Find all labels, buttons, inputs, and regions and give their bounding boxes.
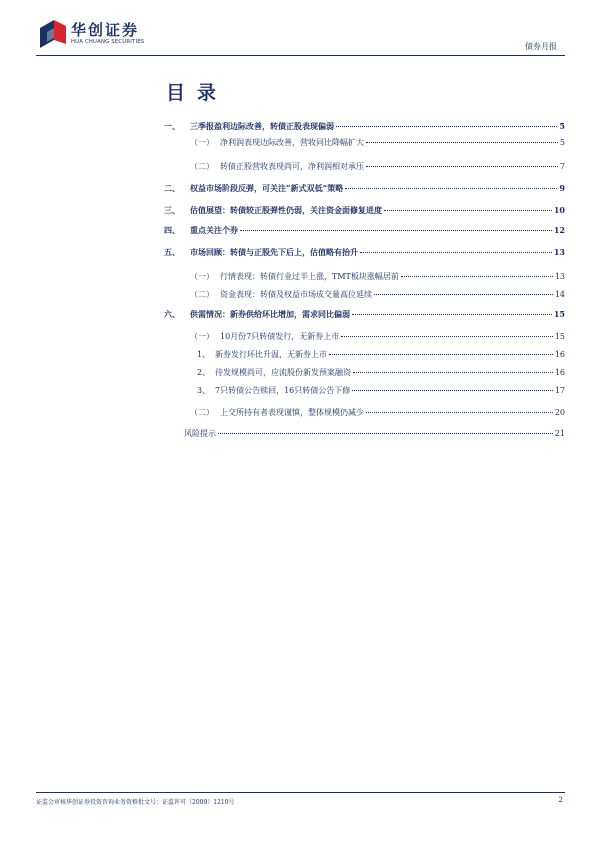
toc-entry-number: （一） bbox=[190, 332, 214, 341]
toc-entry-number: 三、 bbox=[164, 205, 180, 215]
toc-entry-title: 供需情况：新券供给环比增加，需求同比偏弱 bbox=[190, 309, 350, 319]
toc-entry-number: 一、 bbox=[164, 121, 180, 131]
page-number: 2 bbox=[558, 796, 563, 804]
report-type-label: 债券月报 bbox=[525, 42, 557, 51]
toc-entry[interactable] bbox=[197, 349, 565, 363]
toc-entry-page: 14 bbox=[554, 290, 565, 299]
toc-entry-title: 新券发行环比升温，无新券上市 bbox=[215, 350, 327, 359]
toc-entry-title: 权益市场阶段反弹，可关注“新式双低”策略 bbox=[190, 183, 344, 193]
toc-entry-title: 上交所持有者表现谨慎，整体规模仍减少 bbox=[220, 408, 364, 417]
toc-entry-title: 净利润表现边际改善，营收同比降幅扩大 bbox=[220, 138, 364, 147]
toc-dot-leader bbox=[366, 166, 558, 167]
toc-entry-title: 风险提示 bbox=[184, 429, 216, 438]
toc-dot-leader bbox=[336, 126, 557, 127]
toc-entry[interactable] bbox=[197, 367, 565, 381]
footer-license-text: 证监会审核华创证券投资咨询业务资格批文号：证监许可（2009）1210号 bbox=[36, 799, 235, 806]
toc-entry-title: 三季报盈利边际改善，转债正股表现偏弱 bbox=[190, 121, 334, 131]
toc-entry-number: （一） bbox=[190, 272, 214, 281]
toc-entry-title: 7只转债公告赎回，16只转债公告下修 bbox=[215, 386, 351, 395]
toc-entry[interactable] bbox=[190, 331, 565, 345]
logo-mark-icon bbox=[38, 18, 68, 50]
toc-entry-page: 17 bbox=[554, 386, 565, 395]
toc-entry-number: 五、 bbox=[164, 247, 180, 257]
toc-entry-page: 10 bbox=[553, 205, 565, 215]
toc-entry-number: 二、 bbox=[164, 183, 180, 193]
toc-entry-page: 16 bbox=[554, 368, 565, 377]
toc-entry-page: 12 bbox=[553, 225, 565, 235]
toc-entry-number: 六、 bbox=[164, 309, 180, 319]
toc-entry[interactable] bbox=[164, 309, 565, 323]
logo-chinese-name: 华创证券 bbox=[71, 21, 140, 39]
toc-entry-title: 市场回顾：转债与正股先下后上，估值略有抬升 bbox=[190, 247, 358, 257]
toc-dot-leader bbox=[384, 210, 552, 211]
toc-entry-number: （二） bbox=[190, 408, 214, 417]
toc-entry[interactable] bbox=[197, 385, 565, 399]
page-title: 目录 bbox=[166, 82, 229, 104]
toc-entry-page: 15 bbox=[553, 309, 565, 319]
toc-dot-leader bbox=[374, 294, 553, 295]
toc-entry-page: 5 bbox=[559, 138, 565, 147]
toc-dot-leader bbox=[360, 252, 552, 253]
toc-entry-page: 5 bbox=[559, 121, 565, 131]
toc-entry-number: 1、 bbox=[197, 350, 211, 359]
toc-entry-page: 15 bbox=[554, 332, 565, 341]
toc-dot-leader bbox=[345, 188, 557, 189]
toc-entry-number: 四、 bbox=[164, 225, 180, 235]
toc-dot-leader bbox=[329, 354, 553, 355]
toc-entry-number: 2、 bbox=[197, 368, 211, 377]
toc-entry[interactable] bbox=[190, 407, 565, 421]
toc-entry-number: 3、 bbox=[197, 386, 211, 395]
toc-entry-title: 转债正股营收表现尚可，净利润相对承压 bbox=[220, 162, 364, 171]
toc-entry-number: （二） bbox=[190, 162, 214, 171]
page-header bbox=[0, 0, 595, 60]
toc-entry[interactable] bbox=[190, 161, 565, 175]
toc-entry-title: 估值展望：转债较正股弹性仍弱，关注资金面修复进度 bbox=[190, 205, 382, 215]
toc-dot-leader bbox=[366, 412, 553, 413]
toc-entry-number: （一） bbox=[190, 138, 214, 147]
toc-entry[interactable] bbox=[190, 289, 565, 303]
toc-entry-title: 资金表现：转债及权益市场成交量高位延续 bbox=[220, 290, 372, 299]
toc-entry[interactable] bbox=[164, 183, 565, 197]
toc-entry-title: 10月份7只转债发行，无新券上市 bbox=[220, 332, 340, 341]
toc-dot-leader bbox=[353, 372, 553, 373]
toc-entry-page: 21 bbox=[554, 429, 565, 438]
toc-entry-title: 待发规模尚可，应流股份新发预案融资 bbox=[215, 368, 351, 377]
toc-entry-page: 7 bbox=[559, 162, 565, 171]
toc-entry-page: 13 bbox=[554, 272, 565, 281]
toc-entry-number: （二） bbox=[190, 290, 214, 299]
toc-entry[interactable] bbox=[190, 271, 565, 285]
toc-dot-leader bbox=[341, 336, 553, 337]
toc-entry[interactable] bbox=[184, 428, 565, 442]
toc-entry[interactable] bbox=[190, 137, 565, 151]
toc-entry-title: 重点关注个券 bbox=[190, 225, 238, 235]
toc-entry[interactable] bbox=[164, 121, 565, 135]
toc-dot-leader bbox=[366, 142, 558, 143]
toc-entry-page: 16 bbox=[554, 350, 565, 359]
toc-entry-page: 9 bbox=[559, 183, 565, 193]
toc-dot-leader bbox=[240, 230, 552, 231]
toc-entry-page: 13 bbox=[553, 247, 565, 257]
toc-dot-leader bbox=[218, 433, 553, 434]
toc-dot-leader bbox=[401, 276, 553, 277]
company-logo bbox=[38, 18, 178, 50]
footer-divider bbox=[36, 792, 565, 793]
header-divider bbox=[36, 55, 565, 56]
toc-dot-leader bbox=[352, 314, 552, 315]
toc-entry[interactable] bbox=[164, 225, 565, 239]
toc-entry[interactable] bbox=[164, 247, 565, 261]
toc-entry[interactable] bbox=[164, 205, 565, 219]
toc-entry-title: 行情表现：转债行业过半上涨，TMT板块涨幅居前 bbox=[220, 272, 399, 281]
toc-dot-leader bbox=[352, 390, 553, 391]
toc-entry-page: 20 bbox=[554, 408, 565, 417]
logo-english-name: HUA CHUANG SECURITIES bbox=[71, 39, 145, 45]
